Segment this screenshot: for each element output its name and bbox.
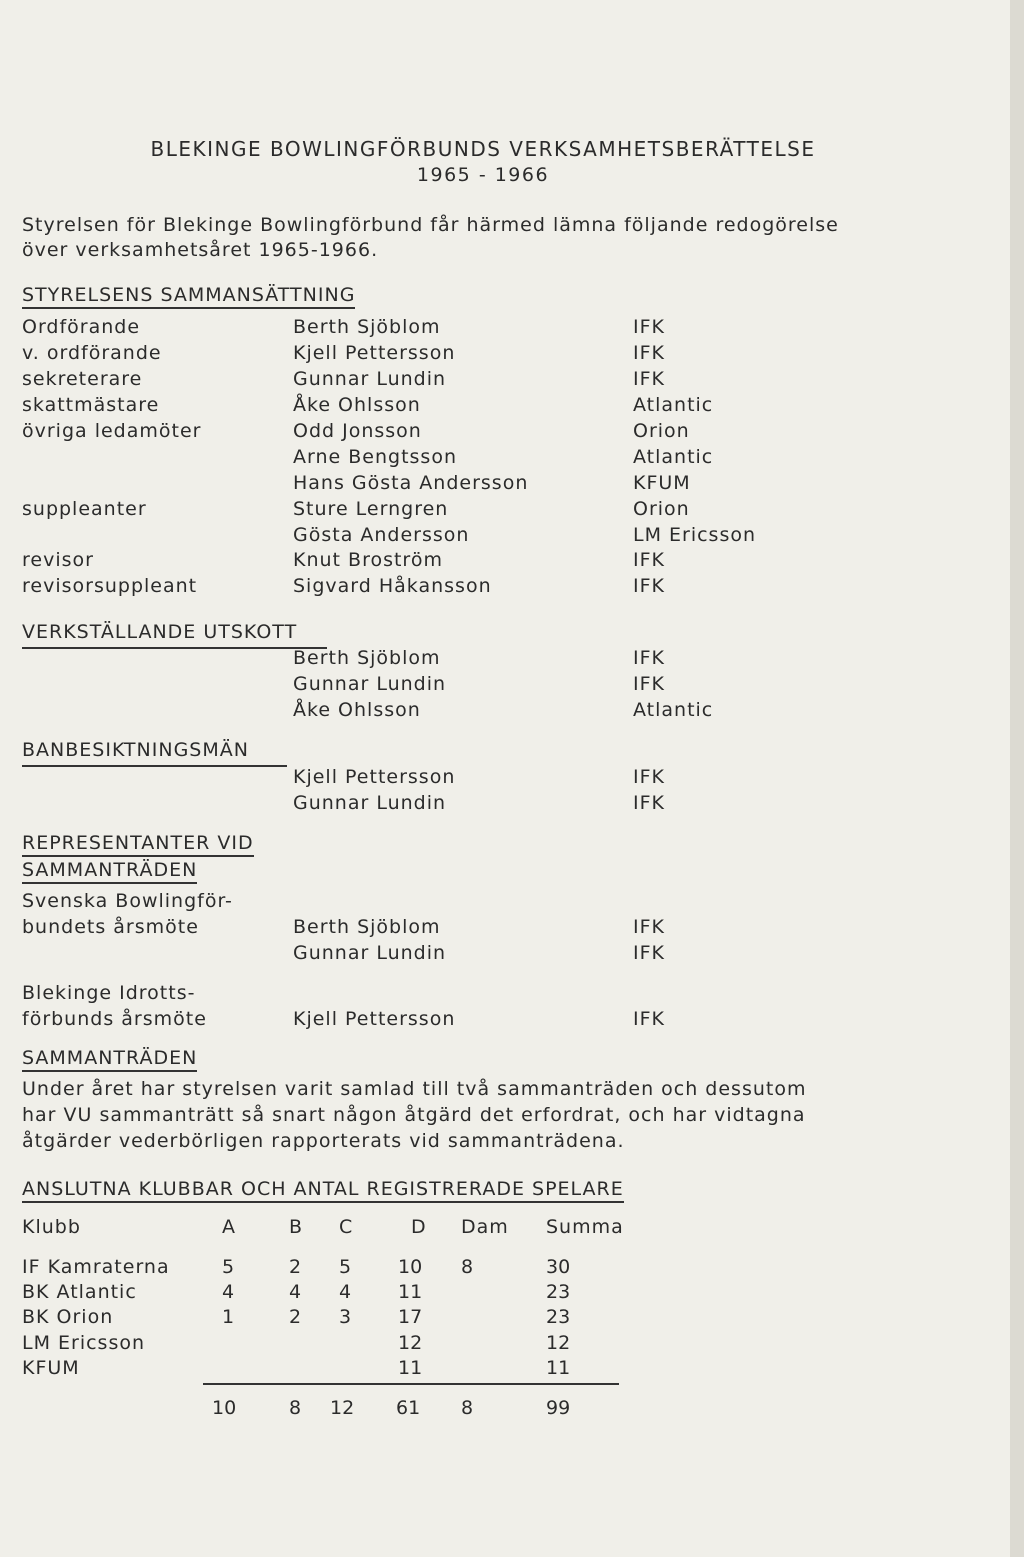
member-club: Atlantic (633, 699, 714, 721)
cell-summa: 11 (546, 1357, 571, 1379)
cell-summa: 23 (546, 1306, 571, 1328)
column-header: B (289, 1216, 304, 1238)
cell-b: 2 (289, 1306, 302, 1328)
cell-d: 17 (398, 1306, 423, 1328)
column-header: C (339, 1216, 354, 1238)
cell-b: 4 (289, 1281, 302, 1303)
document-title: BLEKINGE BOWLINGFÖRBUNDS VERKSAMHETSBERÄTTELSE (150, 137, 816, 161)
role-label: sekreterare (22, 368, 143, 390)
member-club: IFK (633, 316, 665, 338)
document-years: 1965 - 1966 (416, 164, 550, 186)
cell-summa: 12 (546, 1332, 571, 1354)
column-header: A (222, 1216, 236, 1238)
page-edge (1010, 0, 1024, 1557)
member-club: IFK (633, 549, 665, 571)
member-name: Gunnar Lundin (293, 368, 447, 390)
club-name: BK Orion (22, 1306, 114, 1328)
member-club: IFK (633, 342, 665, 364)
member-club: IFK (633, 1008, 665, 1030)
member-club: Atlantic (633, 394, 714, 416)
role-label: revisorsuppleant (22, 575, 198, 597)
role-label: v. ordförande (22, 342, 162, 364)
club-name: BK Atlantic (22, 1281, 137, 1303)
sammantraden-line-3: åtgärder vederbörligen rapporterats vid sammanträdena. (22, 1130, 625, 1152)
totals-divider (203, 1383, 619, 1385)
vu-heading-underline (22, 647, 327, 649)
member-club: KFUM (633, 472, 691, 494)
intro-line-1: Styrelsen för Blekinge Bowlingförbund får härmed lämna följande redogörelse (22, 214, 839, 236)
role-label: revisor (22, 549, 94, 571)
column-header: Summa (546, 1216, 624, 1238)
sammantraden-line-1: Under året har styrelsen varit samlad till två sammanträden och dessutom (22, 1078, 807, 1100)
club-name: LM Ericsson (22, 1332, 146, 1354)
cell-d: 12 (398, 1332, 423, 1354)
club-name: KFUM (22, 1357, 80, 1379)
member-club: LM Ericsson (633, 524, 757, 546)
rep-heading-1: REPRESENTANTER VID (22, 832, 254, 857)
member-club: IFK (633, 916, 665, 938)
member-name: Åke Ohlsson (293, 394, 421, 416)
cell-dam: 8 (461, 1256, 474, 1278)
column-header: Klubb (22, 1216, 81, 1238)
member-name: Hans Gösta Andersson (293, 472, 529, 494)
vu-heading: VERKSTÄLLANDE UTSKOTT (22, 621, 298, 643)
member-name: Åke Ohlsson (293, 699, 421, 721)
cell-summa: 30 (546, 1256, 571, 1278)
blekinge-label-2: förbunds årsmöte (22, 1008, 207, 1030)
role-label: övriga ledamöter (22, 420, 202, 442)
member-name: Berth Sjöblom (293, 647, 441, 669)
cell-d: 11 (398, 1357, 423, 1379)
member-name: Gunnar Lundin (293, 942, 447, 964)
cell-b: 2 (289, 1256, 302, 1278)
cell-a: 5 (222, 1256, 235, 1278)
member-name: Knut Broström (293, 549, 443, 571)
svenska-label-1: Svenska Bowlingför- (22, 890, 233, 912)
member-club: Orion (633, 420, 690, 442)
member-name: Sture Lerngren (293, 498, 449, 520)
column-header: Dam (461, 1216, 509, 1238)
cell-d: 11 (398, 1281, 423, 1303)
svenska-label-2: bundets årsmöte (22, 916, 199, 938)
member-name: Gunnar Lundin (293, 673, 447, 695)
club-name: IF Kamraterna (22, 1256, 170, 1278)
member-name: Odd Jonsson (293, 420, 422, 442)
role-label: suppleanter (22, 498, 147, 520)
member-name: Gunnar Lundin (293, 792, 447, 814)
cell-c: 3 (339, 1306, 352, 1328)
ban-heading: BANBESIKTNINGSMÄN (22, 739, 249, 761)
cell-d: 10 (398, 1256, 423, 1278)
total-b: 8 (289, 1397, 302, 1419)
role-label: skattmästare (22, 394, 160, 416)
member-name: Gösta Andersson (293, 524, 470, 546)
member-club: IFK (633, 673, 665, 695)
member-club: IFK (633, 575, 665, 597)
member-club: Atlantic (633, 446, 714, 468)
member-name: Berth Sjöblom (293, 316, 441, 338)
member-name: Kjell Pettersson (293, 766, 456, 788)
member-club: IFK (633, 942, 665, 964)
blekinge-label-1: Blekinge Idrotts- (22, 982, 196, 1004)
role-label: Ordförande (22, 316, 141, 338)
intro-line-2: över verksamhetsåret 1965-1966. (22, 239, 379, 261)
styrelse-heading: STYRELSENS SAMMANSÄTTNING (22, 284, 355, 309)
cell-c: 5 (339, 1256, 352, 1278)
ban-heading-underline (22, 765, 287, 767)
sammantraden-line-2: har VU sammanträtt så snart någon åtgärd det erfordrat, och har vidtagna (22, 1104, 806, 1126)
cell-c: 4 (339, 1281, 352, 1303)
member-name: Sigvard Håkansson (293, 575, 492, 597)
total-a: 10 (212, 1397, 237, 1419)
member-name: Berth Sjöblom (293, 916, 441, 938)
column-header: D (411, 1216, 427, 1238)
member-club: IFK (633, 766, 665, 788)
cell-a: 1 (222, 1306, 235, 1328)
total-d: 61 (396, 1397, 421, 1419)
member-club: IFK (633, 792, 665, 814)
total-c: 12 (330, 1397, 355, 1419)
klubbar-heading: ANSLUTNA KLUBBAR OCH ANTAL REGISTRERADE SPELARE (22, 1178, 624, 1203)
cell-summa: 23 (546, 1281, 571, 1303)
cell-a: 4 (222, 1281, 235, 1303)
rep-heading-2: SAMMANTRÄDEN (22, 859, 197, 884)
sammantraden-heading: SAMMANTRÄDEN (22, 1047, 197, 1072)
member-name: Kjell Pettersson (293, 342, 456, 364)
member-club: IFK (633, 647, 665, 669)
member-club: Orion (633, 498, 690, 520)
total-summa: 99 (546, 1397, 571, 1419)
total-dam: 8 (461, 1397, 474, 1419)
member-name: Kjell Pettersson (293, 1008, 456, 1030)
member-club: IFK (633, 368, 665, 390)
member-name: Arne Bengtsson (293, 446, 457, 468)
